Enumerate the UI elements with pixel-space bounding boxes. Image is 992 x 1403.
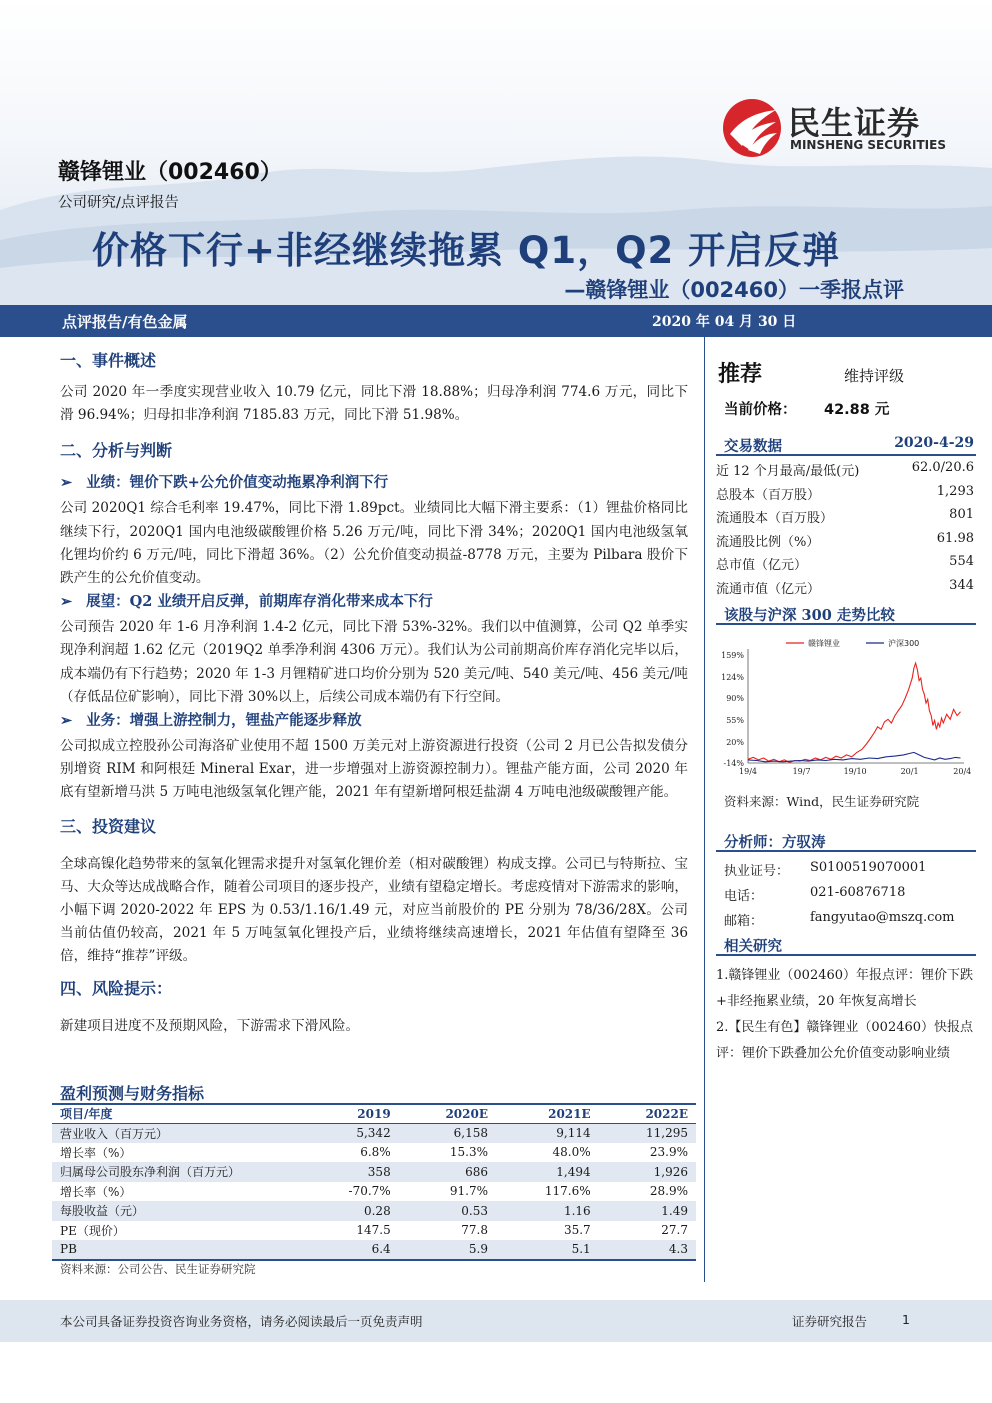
logo-text-cn: 民生证券 xyxy=(788,104,921,142)
analyst-header xyxy=(716,830,976,852)
subsection-performance-text: 公司 2020Q1 综合毛利率 19.47%，同比下滑 1.89pct。业绩同比大幅下滑主要系：（1）锂盐价格同比继续下行，2020Q1 国内电池级碳酸锂价格 5.26 万元/吨，同比下滑 34%；2020Q1 国内电池级氢氧化锂均价约 6 万元/吨，同比下滑超 36%。（2）公允价值变动损益-8778 万元，主要为 Pilbara 股价下跌产生的公允价值变动。 xyxy=(60,500,688,587)
table-cell: PE（现价） xyxy=(60,1223,125,1238)
table-cell: 1.49 xyxy=(599,1201,696,1221)
table-row xyxy=(52,1143,696,1163)
table-cell: 23.9% xyxy=(649,1145,688,1160)
chart-x-tick-label: 20/1 xyxy=(900,767,919,776)
trade-data-date: 2020-4-29 xyxy=(894,435,974,451)
table-row xyxy=(52,1240,696,1260)
table-cell: 11,295 xyxy=(599,1123,696,1143)
table-row xyxy=(52,1182,696,1202)
table-cell: 5.9 xyxy=(399,1240,496,1260)
table-cell: 117.6% xyxy=(544,1184,591,1199)
table-cell: 9,114 xyxy=(496,1123,599,1143)
chart-y-tick-label: 124% xyxy=(721,672,744,682)
chart-title: 该股与沪深 300 走势比较 xyxy=(724,607,895,624)
section-event-text: 公司 2020 年一季度实现营业收入 10.79 亿元，同比下滑 18.88%；归母净利润 774.6 万元，同比下滑 96.94%；归母扣非净利润 7185.83 万元，同比下滑 51.98%。 xyxy=(60,384,688,424)
company-name: 赣锋锂业（002460） xyxy=(58,160,282,185)
trade-value: 1,293 xyxy=(936,483,974,499)
category-label: 点评报告/有色金属 xyxy=(62,313,188,331)
section-event-title: 一、事件概述 xyxy=(60,351,157,370)
chart-x-tick-label: 19/7 xyxy=(792,767,811,776)
rating: 推荐 xyxy=(718,362,763,387)
analyst-key: 电话： xyxy=(724,889,764,904)
subsection-outlook-label: 展望：Q2 业绩开启反弹，前期库存消化带来成本下行 xyxy=(86,593,433,611)
table-cell: 营业收入（百万元） xyxy=(52,1123,302,1143)
related-title: 相关研究 xyxy=(724,938,782,955)
trade-key: 流通市值（亿元） xyxy=(716,582,821,597)
rating-note: 维持评级 xyxy=(844,367,905,385)
chart-y-tick-label: 20% xyxy=(726,737,744,747)
trade-value: 61.98 xyxy=(936,530,974,546)
chart-series-line xyxy=(748,752,961,761)
chart-y-tick-label: 55% xyxy=(726,715,744,725)
table-cell: 5,342 xyxy=(302,1123,399,1143)
table-cell: 5.1 xyxy=(496,1240,599,1260)
table-row xyxy=(52,1221,696,1241)
main-content xyxy=(60,347,688,1038)
trade-row xyxy=(716,551,976,575)
chart-series-line xyxy=(748,663,961,762)
table-cell: 4.3 xyxy=(599,1240,696,1260)
table-header-cell: 2022E xyxy=(599,1104,696,1123)
report-subtitle: —赣锋锂业（002460）一季报点评 xyxy=(564,278,904,302)
table-cell: 1,494 xyxy=(496,1162,599,1182)
table-cell: 91.7% xyxy=(449,1184,488,1199)
analyst-title: 分析师：方驭涛 xyxy=(724,834,826,851)
analyst-email[interactable]: fangyutao@mszq.com xyxy=(810,910,955,925)
trade-key: 流通股比例（%） xyxy=(716,534,820,550)
subsection-business-title xyxy=(60,709,688,735)
chart-y-tick-label: 90% xyxy=(726,694,744,704)
arrow-icon: ➢ xyxy=(60,474,73,492)
trade-value: 344 xyxy=(949,578,974,593)
chart-x-tick-label: 19/10 xyxy=(843,767,867,776)
trade-row xyxy=(716,528,976,552)
section-risk-text: 新建项目进度不及预期风险，下游需求下滑风险。 xyxy=(60,1017,360,1034)
subsection-business-text: 公司拟成立控股孙公司海洛矿业使用不超 1500 万美元对上游资源进行投资（公司 2 月已公告拟发债分别增资 RIM 和阿根廷 Mineral Exar，进一步增强对上游资源控制力）。锂盐产能方面，公司 2020 年底有望新增马洪 5 万吨电池级氢氧化锂产能，2021 年有望新增阿根廷盐湖 4 万吨电池级碳酸锂产能。 xyxy=(60,738,688,801)
table-header-cell: 2021E xyxy=(496,1104,599,1123)
logo-text-en: MINSHENG SECURITIES xyxy=(790,138,946,152)
chart-y-tick-label: 159% xyxy=(721,651,744,660)
report-title: 价格下行+非经继续拖累 Q1，Q2 开启反弹 xyxy=(92,229,841,272)
trade-key: 近 12 个月最高/最低(元) xyxy=(716,464,860,479)
table-cell: 增长率（%） xyxy=(60,1184,132,1199)
trend-chart xyxy=(716,633,976,783)
subsection-outlook-title xyxy=(60,590,688,616)
subsection-outlook-text: 公司预告 2020 年 1-6 月净利润 1.4-2 亿元，同比下滑 53%-32%。我们以中值测算，公司 Q2 单季实现净利润超 1.62 亿元（2019Q2 单季净利润 4306 万元）。我们认为公司前期高价库存消化完毕以后，成本端仍有下行趋势；2020 年 1-3 月锂精矿进口均价分别为 520 美元/吨、540 美元/吨、456 美元/吨（存低品位矿影响），同比下滑 30%以上，后续公司成本端仍有下行空间。 xyxy=(60,619,688,705)
minsheng-logo xyxy=(722,96,962,158)
table-cell: 686 xyxy=(399,1162,496,1182)
arrow-icon: ➢ xyxy=(60,712,73,730)
footer-label: 证券研究报告 xyxy=(792,1314,868,1329)
analyst-value: S0100519070001 xyxy=(810,860,927,875)
trade-row xyxy=(716,575,976,599)
table-cell: 15.3% xyxy=(449,1145,488,1160)
footer-disclaimer: 本公司具备证券投资咨询业务资格，请务必阅读最后一页免责声明 xyxy=(60,1314,423,1329)
subsection-performance-label: 业绩：锂价下跌+公允价值变动拖累净利润下行 xyxy=(86,474,389,492)
trade-key: 总市值（亿元） xyxy=(716,558,808,574)
table-cell: 28.9% xyxy=(649,1184,688,1199)
report-type: 公司研究/点评报告 xyxy=(58,195,179,211)
analyst-value: 021-60876718 xyxy=(810,885,906,900)
analyst-row xyxy=(724,906,974,931)
section-risk-title: 四、风险提示： xyxy=(60,978,173,998)
page-footer xyxy=(0,1300,992,1342)
chart-legend-label: 赣锋锂业 xyxy=(808,639,840,648)
analyst-row xyxy=(724,881,974,906)
arrow-icon: ➢ xyxy=(60,593,73,611)
financial-table xyxy=(52,1103,696,1261)
related-item[interactable]: 2.【民生有色】赣锋锂业（002460）快报点评：锂价下跌叠加公允价值变动影响业绩 xyxy=(716,1020,974,1061)
table-cell: 358 xyxy=(302,1162,399,1182)
chart-x-tick-label: 19/4 xyxy=(739,767,757,776)
table-row xyxy=(52,1201,696,1221)
chart-legend-label: 沪深300 xyxy=(888,639,920,648)
trade-row xyxy=(716,457,976,481)
table-cell: 27.7 xyxy=(661,1223,688,1238)
chart-x-tick-label: 20/4 xyxy=(953,767,972,776)
chart-y-tick-label: -14% xyxy=(723,759,744,768)
table-cell: 每股收益（元） xyxy=(52,1201,302,1221)
table-header-cell: 2019 xyxy=(302,1104,399,1123)
category-bar xyxy=(0,305,992,337)
trade-data-header xyxy=(716,434,976,456)
table-cell: 147.5 xyxy=(356,1223,391,1238)
table-row xyxy=(52,1123,696,1143)
table-cell: 增长率（%） xyxy=(60,1145,132,1160)
trade-key: 流通股本（百万股） xyxy=(716,511,834,527)
price-value: 42.88 元 xyxy=(824,402,890,418)
chart-source: 资料来源：Wind，民生证券研究院 xyxy=(724,794,920,809)
table-header-cell: 项目/年度 xyxy=(52,1104,302,1123)
table-cell: 0.28 xyxy=(302,1201,399,1221)
price-label: 当前价格： xyxy=(724,402,797,418)
related-header xyxy=(716,934,976,956)
financial-table-source: 资料来源：公司公告、民生证券研究院 xyxy=(60,1262,256,1276)
subsection-performance-title xyxy=(60,471,688,497)
table-cell: 77.8 xyxy=(461,1223,488,1238)
table-cell: 35.7 xyxy=(563,1223,591,1238)
table-cell: 1,926 xyxy=(599,1162,696,1182)
trade-data-title: 交易数据 xyxy=(724,438,782,455)
related-list xyxy=(716,963,976,1067)
section-investment-title: 三、投资建议 xyxy=(60,816,157,836)
trade-key: 总股本（百万股） xyxy=(716,487,821,503)
analyst-row xyxy=(724,856,974,881)
column-divider xyxy=(704,337,705,1282)
chart-header xyxy=(716,603,976,625)
analyst-key: 执业证号： xyxy=(724,864,790,879)
financial-table-title: 盈利预测与财务指标 xyxy=(60,1084,205,1103)
table-cell: 0.53 xyxy=(399,1201,496,1221)
trade-value: 62.0/20.6 xyxy=(911,460,974,475)
financial-table-header xyxy=(52,1104,696,1123)
trade-row xyxy=(716,481,976,505)
table-cell: 48.0% xyxy=(552,1145,591,1160)
table-header-cell: 2020E xyxy=(399,1104,496,1123)
related-item[interactable]: 1.赣锋锂业（002460）年报点评：锂价下跌+非经拖累业绩，20 年恢复高增长 xyxy=(716,968,974,1009)
trade-row xyxy=(716,504,976,528)
table-cell: 6,158 xyxy=(399,1123,496,1143)
table-cell: 6.8% xyxy=(360,1145,391,1160)
section-investment-text: 全球高镍化趋势带来的氢氧化锂需求提升对氢氧化锂价差（相对碳酸锂）构成支撑。公司已与特斯拉、宝马、大众等达成战略合作，随着公司项目的逐步投产，业绩有望稳定增长。考虑疫情对下游需求的影响，小幅下调 2020-2022 年 EPS 为 0.53/1.16/1.49 元，对应当前股价的 PE 分别为 78/36/28X。公司当前估值仍较高，2021 年 5 万吨氢氧化锂投产后，业绩将继续高速增长，2021 年估值有望降至 36 倍，维持“推荐”评级。 xyxy=(60,855,688,965)
subsection-business-label: 业务：增强上游控制力，锂盐产能逐步释放 xyxy=(86,712,362,730)
table-cell: 6.4 xyxy=(302,1240,399,1260)
table-cell: 1.16 xyxy=(496,1201,599,1221)
table-cell: -70.7% xyxy=(348,1184,391,1199)
page-number: 1 xyxy=(902,1312,910,1327)
table-cell: PB xyxy=(52,1240,302,1260)
table-cell: 归属母公司股东净利润（百万元） xyxy=(52,1162,302,1182)
table-row xyxy=(52,1162,696,1182)
analyst-key: 邮箱： xyxy=(724,914,764,929)
trade-value: 801 xyxy=(949,507,974,523)
trade-value: 554 xyxy=(949,554,974,570)
section-analysis-title: 二、分析与判断 xyxy=(60,441,173,461)
minsheng-logo-icon xyxy=(722,98,782,158)
report-date: 2020 年 04 月 30 日 xyxy=(652,314,797,330)
